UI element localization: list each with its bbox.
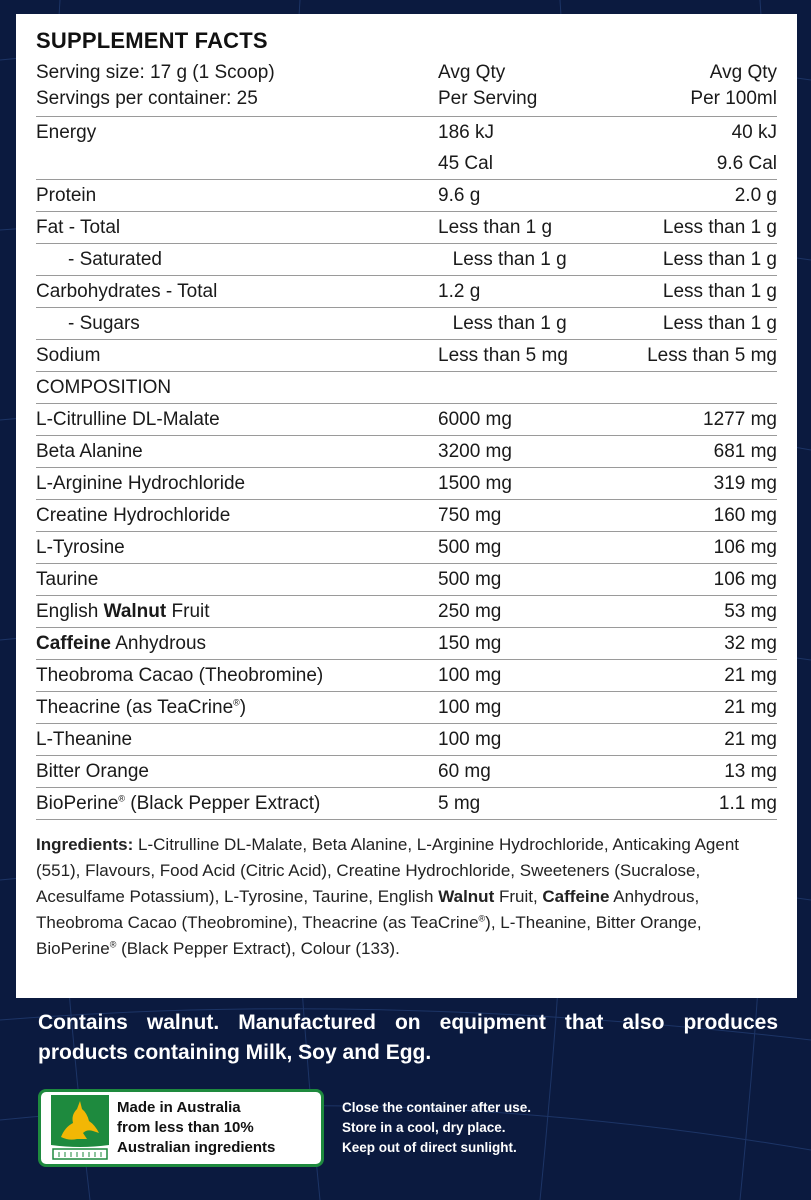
name-text: ) (239, 697, 247, 718)
col-100ml-header-2: Per 100ml (690, 88, 777, 109)
ingredient-serving: 500 mg (438, 569, 502, 590)
ingredient-serving: 100 mg (438, 665, 502, 686)
ingredients-text: (Black Pepper Extract), Colour (133). (116, 939, 400, 958)
allergen-highlight: Walnut (103, 601, 167, 622)
registered-mark: ® (478, 913, 486, 924)
nutrient-serving: 9.6 g (438, 185, 481, 206)
badge-line: Made in Australia (117, 1099, 241, 1116)
ingredients-list (36, 832, 771, 962)
caffeine-highlight: Caffeine (36, 633, 111, 654)
nutrient-serving: Less than 1 g (452, 313, 567, 334)
nutrient-row (36, 212, 777, 244)
nutrient-row-energy-kj (36, 117, 777, 148)
composition-row (36, 756, 777, 788)
name-text: BioPerine (36, 793, 119, 814)
ingredient-name: Creatine Hydrochloride (36, 505, 231, 526)
allergen-statement: Contains walnut. Manufactured on equipment that also produces products containing Milk, Soy and Egg. (38, 1011, 778, 1064)
storage-line: Store in a cool, dry place. (342, 1120, 506, 1135)
ingredient-per100: 319 mg (713, 473, 777, 494)
ingredients-text: L-Citrulline DL-Malate, Beta Alanine, L-Arginine Hydrochloride, Anticaking Agent (551), Flavours, Food Acid (Citric Acid), Creatine Hydrochloride, Sweeteners (Sucralose, Acesulfame Potassium), L-Tyrosine, Taurine, English (36, 835, 740, 906)
nutrient-per100: Less than 1 g (662, 313, 777, 334)
nutrient-per100: 40 kJ (731, 122, 777, 143)
col-serving-header-1: Avg Qty (438, 62, 506, 83)
nutrient-per100: 9.6 Cal (716, 153, 777, 174)
ingredients-text: Anhydrous, Theobroma Cacao (Theobromine), Theacrine (as TeaCrine (36, 887, 700, 932)
ingredient-serving: 5 mg (438, 793, 481, 814)
ingredient-per100: 106 mg (713, 537, 777, 558)
nutrient-name: Sodium (36, 345, 101, 366)
ingredient-per100: 160 mg (713, 505, 777, 526)
ingredient-name: Taurine (36, 569, 99, 590)
nutrient-per100: Less than 1 g (662, 249, 777, 270)
ingredient-per100: 681 mg (713, 441, 777, 462)
composition-row (36, 404, 777, 436)
nutrient-row-energy-cal (36, 148, 777, 180)
ingredient-name: L-Theanine (36, 729, 133, 750)
ingredient-per100: 1277 mg (703, 409, 777, 430)
ingredient-name: L-Arginine Hydrochloride (36, 473, 246, 494)
ingredient-per100: 21 mg (724, 665, 777, 686)
supplement-facts-panel (16, 14, 797, 998)
badge-text (117, 1098, 275, 1158)
allergen-highlight: Walnut (438, 887, 495, 906)
composition-row (36, 436, 777, 468)
serving-header (36, 60, 777, 117)
ingredients-text: Fruit, (494, 887, 543, 906)
ingredients-text: ), L-Theanine, Bitter Orange, BioPerine (36, 913, 702, 958)
nutrient-row (36, 276, 777, 308)
serving-size: Serving size: 17 g (1 Scoop) (36, 62, 275, 83)
ingredient-per100: 13 mg (724, 761, 777, 782)
composition-row (36, 692, 777, 724)
registered-mark: ® (233, 697, 240, 708)
nutrient-row (36, 340, 777, 372)
nutrient-row (36, 308, 777, 340)
nutrient-name: - Sugars (68, 313, 140, 334)
nutrient-name: Energy (36, 122, 97, 143)
nutrient-name: Fat - Total (36, 217, 121, 238)
nutrient-row (36, 244, 777, 276)
composition-row (36, 532, 777, 564)
made-in-australia-badge (38, 1089, 324, 1167)
badge-line: Australian ingredients (117, 1139, 276, 1156)
nutrient-per100: 2.0 g (734, 185, 777, 206)
name-text: (Black Pepper Extract) (125, 793, 321, 814)
composition-row (36, 564, 777, 596)
composition-header-row (36, 372, 777, 404)
ingredients-label: Ingredients: (36, 835, 134, 854)
name-text: Anhydrous (110, 633, 207, 654)
ingredient-name: Theobroma Cacao (Theobromine) (36, 665, 324, 686)
ingredient-serving: 1500 mg (438, 473, 512, 494)
composition-row (36, 788, 777, 820)
registered-mark: ® (109, 939, 117, 950)
ingredient-serving: 750 mg (438, 505, 502, 526)
composition-label: COMPOSITION (36, 377, 172, 398)
nutrient-serving: Less than 1 g (438, 217, 553, 238)
ingredient-serving: 60 mg (438, 761, 491, 782)
ingredient-serving: 6000 mg (438, 409, 512, 430)
ingredient-per100: 21 mg (724, 729, 777, 750)
kangaroo-logo-icon (47, 1093, 113, 1163)
composition-row (36, 724, 777, 756)
servings-per-container: Servings per container: 25 (36, 88, 258, 109)
ingredient-per100: 21 mg (724, 697, 777, 718)
ingredient-name (36, 692, 438, 723)
ingredient-name (36, 788, 438, 819)
ingredient-serving: 100 mg (438, 697, 502, 718)
nutrient-serving: 45 Cal (438, 153, 493, 174)
ingredient-per100: 32 mg (724, 633, 777, 654)
ingredient-serving: 500 mg (438, 537, 502, 558)
ingredient-name: Bitter Orange (36, 761, 149, 782)
storage-line: Close the container after use. (342, 1100, 532, 1115)
nutrient-per100: Less than 1 g (662, 217, 777, 238)
composition-row (36, 468, 777, 500)
ingredient-per100: 106 mg (713, 569, 777, 590)
ingredient-per100: 53 mg (724, 601, 777, 622)
col-100ml-header-1: Avg Qty (709, 62, 777, 83)
composition-row (36, 500, 777, 532)
ingredient-name: L-Tyrosine (36, 537, 125, 558)
storage-instructions (342, 1098, 531, 1158)
storage-line: Keep out of direct sunlight. (342, 1140, 517, 1155)
caffeine-highlight: Caffeine (542, 887, 610, 906)
panel-title: SUPPLEMENT FACTS (36, 28, 268, 53)
ingredient-name: Beta Alanine (36, 441, 143, 462)
ingredient-name (36, 628, 438, 659)
nutrient-name: - Saturated (68, 249, 162, 270)
name-text: Fruit (166, 601, 210, 622)
ingredient-per100: 1.1 mg (718, 793, 777, 814)
ingredient-serving: 100 mg (438, 729, 502, 750)
ingredient-name (36, 596, 438, 627)
col-serving-header-2: Per Serving (438, 88, 538, 109)
composition-row (36, 628, 777, 660)
nutrient-per100: Less than 5 mg (647, 345, 777, 366)
nutrient-serving: 186 kJ (438, 122, 494, 143)
nutrient-name: Carbohydrates - Total (36, 281, 218, 302)
ingredient-serving: 250 mg (438, 601, 502, 622)
composition-row (36, 596, 777, 628)
badge-line: from less than 10% (117, 1119, 254, 1136)
nutrient-serving: Less than 5 mg (438, 345, 568, 366)
name-text: English (36, 601, 104, 622)
nutrient-name: Protein (36, 185, 97, 206)
ingredient-name: L-Citrulline DL-Malate (36, 409, 220, 430)
name-text: Theacrine (as TeaCrine (36, 697, 234, 718)
nutrient-per100: Less than 1 g (662, 281, 777, 302)
nutrient-row (36, 180, 777, 212)
nutrient-serving: 1.2 g (438, 281, 481, 302)
registered-mark: ® (118, 793, 126, 804)
nutrient-serving: Less than 1 g (452, 249, 567, 270)
ingredient-serving: 150 mg (438, 633, 502, 654)
composition-row (36, 660, 777, 692)
ingredient-serving: 3200 mg (438, 441, 512, 462)
